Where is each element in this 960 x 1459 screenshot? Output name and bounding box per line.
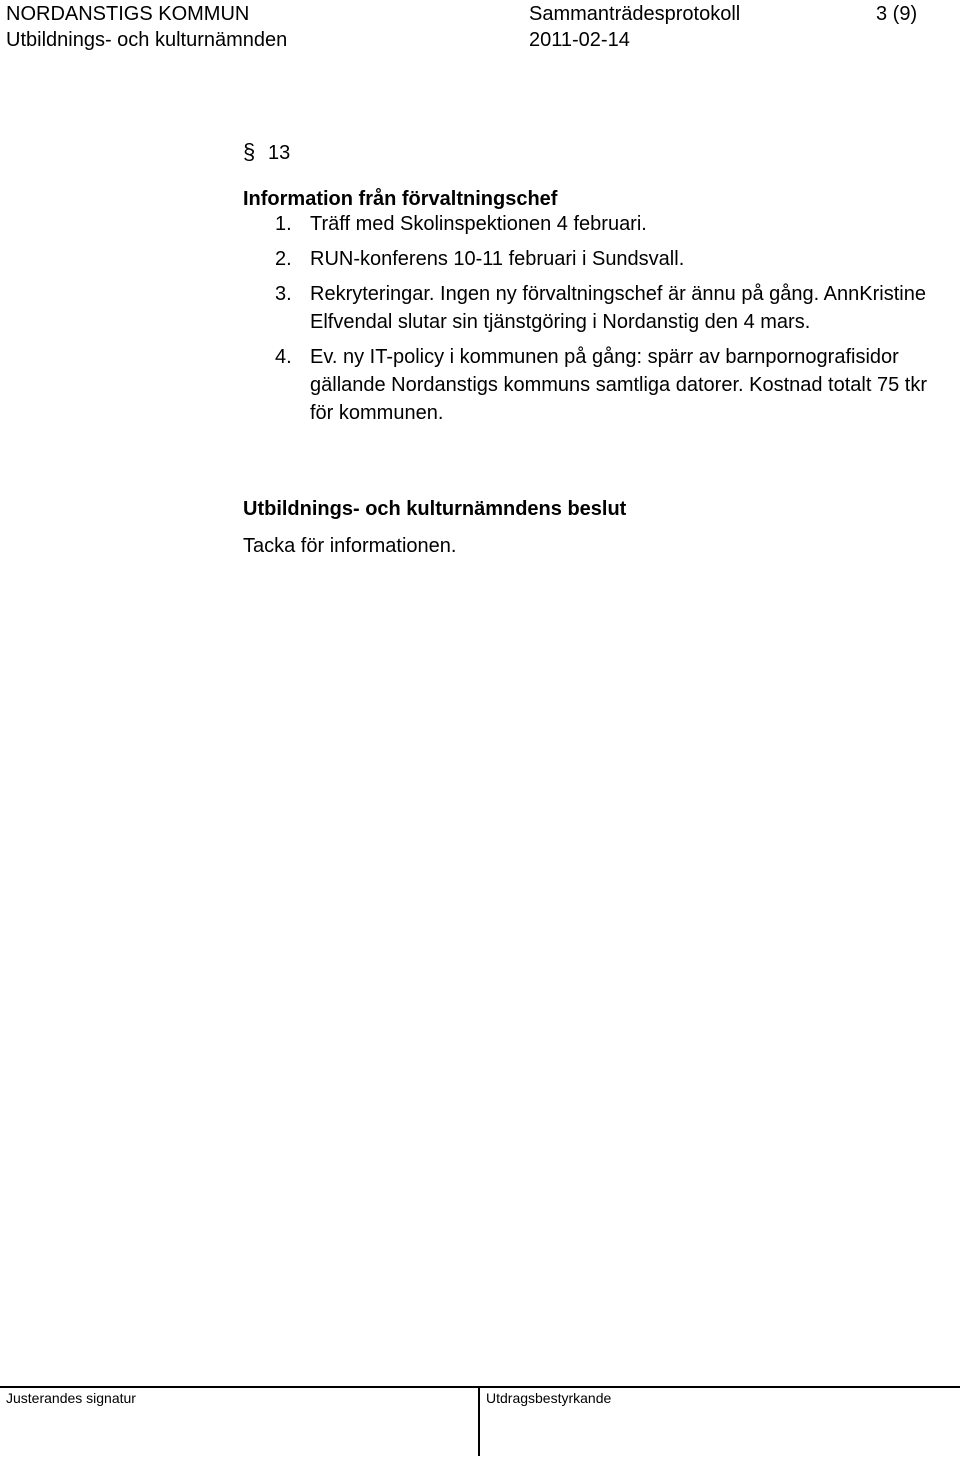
committee-name: Utbildnings- och kulturnämnden xyxy=(6,29,288,51)
list-item-text: RUN-konferens 10-11 februari i Sundsvall. xyxy=(310,248,685,270)
footer-divider-line xyxy=(0,1386,960,1388)
list-item xyxy=(275,210,935,238)
list-item-text: Träff med Skolinspektionen 4 februari. xyxy=(310,213,647,235)
list-item xyxy=(275,280,935,336)
list-item-number: 1. xyxy=(275,213,292,235)
org-name: NORDANSTIGS KOMMUN xyxy=(6,3,250,25)
list-item xyxy=(275,245,935,273)
footer-vertical-divider xyxy=(478,1386,480,1456)
meeting-date: 2011-02-14 xyxy=(529,29,630,51)
paragraph-number: 13 xyxy=(268,142,291,164)
paragraph-symbol: § xyxy=(243,139,256,164)
signature-field-label: Justerandes signatur xyxy=(6,1390,136,1406)
page-number: 3 (9) xyxy=(876,3,918,25)
document-type: Sammanträdesprotokoll xyxy=(529,3,741,25)
list-item-number: 4. xyxy=(275,346,292,368)
list-item-text: Rekryteringar. Ingen ny förvaltningschef är ännu på gång. AnnKristine Elfvendal slutar sin tjänstgöring i Nordanstig den 4 mars. xyxy=(310,283,926,333)
decision-text: Tacka för informationen. xyxy=(243,535,457,557)
list-item-number: 3. xyxy=(275,283,292,305)
certification-field-label: Utdragsbestyrkande xyxy=(486,1390,612,1406)
decision-heading: Utbildnings- och kulturnämndens beslut xyxy=(243,498,627,520)
list-item xyxy=(275,343,935,427)
section-heading: Information från förvaltningschef xyxy=(243,188,558,210)
information-list xyxy=(275,210,935,434)
list-item-text: Ev. ny IT-policy i kommunen på gång: spärr av barnpornografisidor gällande Nordanstigs kommuns samtliga datorer. Kostnad totalt 75 tkr för kommunen. xyxy=(310,346,927,424)
list-item-number: 2. xyxy=(275,248,292,270)
